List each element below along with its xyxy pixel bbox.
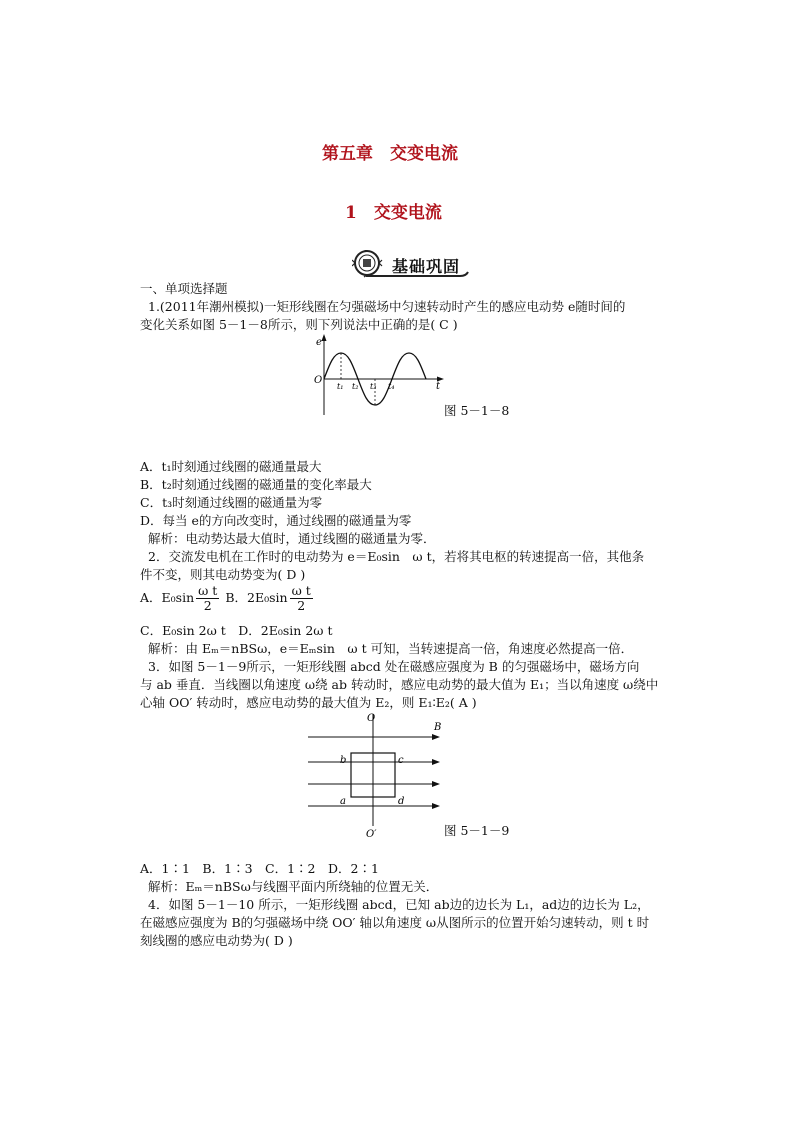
fig1-label-t2: t₂ (352, 382, 359, 391)
q2-option-b-fraction (290, 584, 313, 613)
q3-analysis: 解析：Eₘ＝nBSω与线圈平面内所绕轴的位置无关． (148, 879, 439, 894)
q2-option-b-prefix: B．2E₀sin (225, 590, 288, 605)
q3-options: A．1∶1 B．1∶3 C．1∶2 D．2∶1 (140, 861, 379, 876)
chapter-title: 第五章 交变电流 (322, 144, 458, 164)
q3-line1: 3．如图 5－1－9所示，一矩形线圈 abcd 处在磁感应强度为 B 的匀强磁场中，磁场方向 (148, 659, 640, 674)
fig1-label-e: e (316, 337, 322, 348)
q2-frac-b-num: ω t (291, 583, 311, 598)
q4-line1: 4．如图 5－1－10 所示，一矩形线圈 abcd，已知 ab边的边长为 L₁，ad边的边长为 L₂， (148, 897, 650, 912)
fig2-label-a: a (340, 796, 346, 807)
q2-frac-a-den: 2 (203, 598, 212, 613)
q2-option-a-fraction (196, 584, 219, 613)
section-title: 1 交变电流 (345, 203, 442, 223)
badge-label: 基础巩固 (392, 257, 461, 276)
q2-options-cd: C．E₀sin 2ω t D．2E₀sin 2ω t (140, 623, 333, 638)
q3-line2: 与 ab 垂直．当线圈以角速度 ω绕 ab 转动时，感应电动势的最大值为 E₁；当以角速度 ω绕中 (140, 677, 659, 692)
fig1-label-t3: t₃ (370, 382, 377, 391)
q1-line1: 1.(2011年潮州模拟)一矩形线圈在匀强磁场中匀速转动时产生的感应电动势 e随时间的 (148, 299, 626, 314)
q1-option-d: D．每当 e的方向改变时，通过线圈的磁通量为零 (140, 513, 412, 528)
q1-option-c: C．t₃时刻通过线圈的磁通量为零 (140, 495, 323, 510)
fig2-label-d: d (398, 796, 405, 807)
figure-caption-5-1-8: 图 5－1－8 (444, 403, 510, 418)
fig2-label-b-field: B (434, 722, 442, 733)
fig2-label-c: c (398, 755, 404, 766)
fig2-label-o-bottom: O′ (366, 829, 377, 838)
q2-frac-b-den: 2 (297, 598, 306, 613)
q1-line2: 变化关系如图 5－1－8所示，则下列说法中正确的是( C ) (140, 317, 458, 332)
q2-option-a-prefix: A．E₀sin (140, 590, 195, 605)
fig1-label-t1: t₁ (337, 382, 344, 391)
q3-line3: 心轴 OO′ 转动时，感应电动势的最大值为 E₂，则 E₁∶E₂( A ) (140, 695, 477, 710)
fig1-label-t: t (436, 381, 441, 392)
q2-analysis: 解析：由 Eₘ＝nBSω，e＝Eₘsin ω t 可知，当转速提高一倍，角速度必然提高一倍． (148, 641, 634, 656)
fig2-label-o-top: O (367, 713, 376, 724)
q2-frac-a-num: ω t (198, 583, 218, 598)
section-badge (352, 250, 470, 278)
q2-options-ab (140, 584, 315, 613)
figure-caption-5-1-9: 图 5－1－9 (444, 823, 510, 838)
q4-line2: 在磁感应强度为 B的匀强磁场中绕 OO′ 轴以角速度 ω从图所示的位置开始匀速转动，则 t 时 (140, 915, 650, 930)
q2-line1: 2．交流发电机在工作时的电动势为 e＝E₀sin ω t，若将其电枢的转速提高一倍，其他条 (148, 549, 645, 564)
q1-option-a: A．t₁时刻通过线圈的磁通量最大 (140, 459, 322, 474)
part-heading: 一、单项选择题 (140, 281, 228, 296)
q2-line2: 件不变，则其电动势变为( D ) (140, 567, 306, 582)
q4-line3: 刻线圈的感应电动势为( D ) (140, 933, 293, 948)
q1-option-b: B．t₂时刻通过线圈的磁通量的变化率最大 (140, 477, 372, 492)
figure-sine-wave (312, 333, 447, 418)
q1-analysis: 解析：电动势达最大值时，通过线圈的磁通量为零． (148, 531, 436, 546)
figure-coil-in-field (308, 710, 448, 838)
fig1-label-t4: t₄ (388, 382, 395, 391)
fig2-label-b: b (340, 755, 347, 766)
fig1-label-o: O (314, 375, 323, 386)
